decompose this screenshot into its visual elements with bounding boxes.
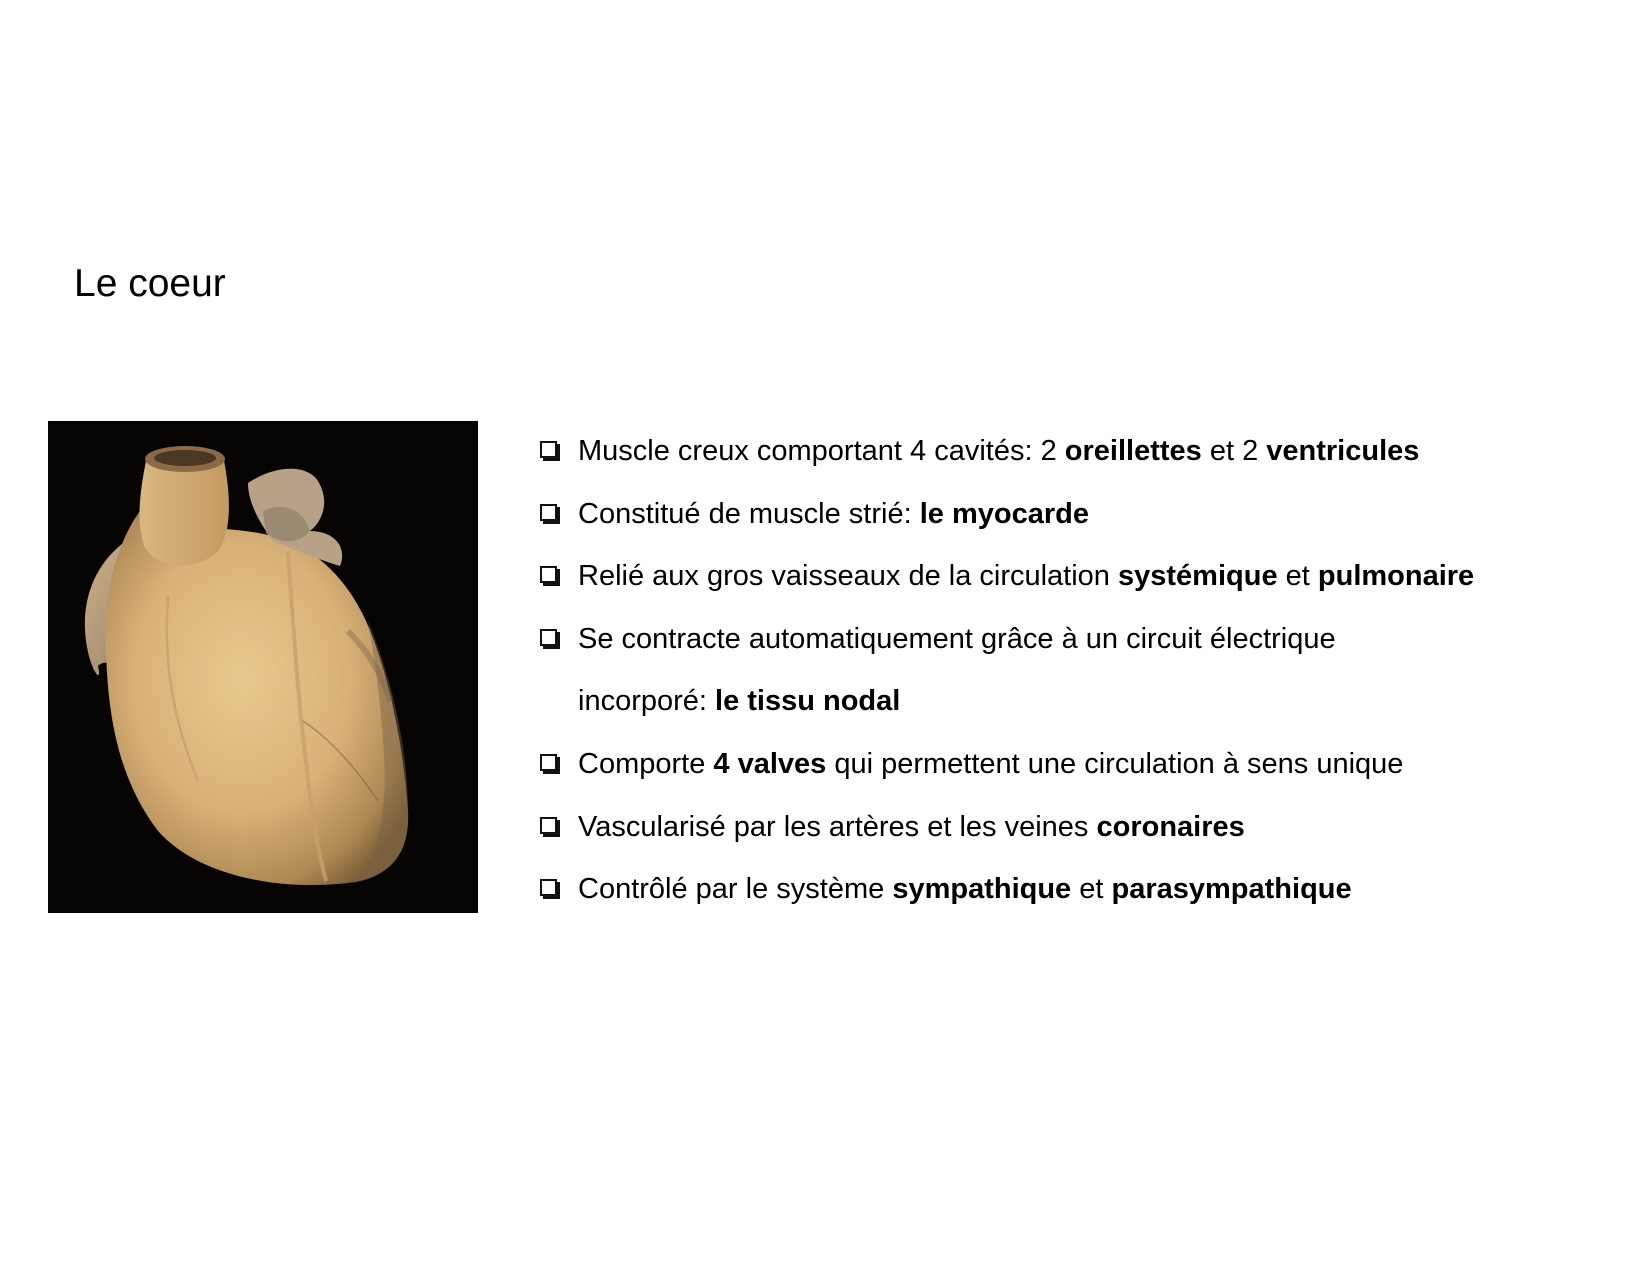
bullet-emphasis: oreillettes [1064, 435, 1202, 467]
bullet-text: qui permettent une circulation à sens unique [826, 747, 1404, 780]
bullet-text: et [1277, 560, 1318, 593]
checkbox-icon [540, 629, 557, 646]
checkbox-icon [540, 566, 557, 583]
bullet-emphasis: systémique [1118, 560, 1278, 593]
bullet-item [539, 858, 1639, 921]
bullet-emphasis: le myocarde [919, 497, 1089, 530]
heart-photo [48, 421, 478, 913]
bullet-emphasis: ventricules [1266, 435, 1420, 467]
bullet-text: incorporé: [578, 685, 716, 718]
bullet-text: et 2 [1201, 435, 1267, 467]
bullet-line [578, 858, 1639, 921]
bullet-text: et [1071, 873, 1112, 906]
checkbox-icon [540, 879, 557, 896]
bullet-emphasis: 4 valves [713, 747, 827, 780]
bullet-line [578, 545, 1639, 608]
checkbox-icon [540, 441, 557, 458]
bullet-line [578, 670, 1639, 733]
bullet-item [539, 483, 1639, 546]
bullet-line [578, 733, 1639, 796]
bullet-emphasis: pulmonaire [1317, 560, 1475, 593]
bullet-text: Constitué de muscle strié: [578, 497, 920, 530]
bullet-emphasis: le tissu nodal [715, 685, 901, 718]
bullet-text: Vascularisé par les artères et les veines [578, 810, 1097, 843]
heart-illustration [48, 421, 478, 913]
bullet-item [539, 796, 1639, 859]
bullet-emphasis: parasympathique [1111, 873, 1352, 906]
checkbox-icon [540, 817, 557, 834]
bullet-line [578, 420, 1639, 483]
bullet-text: Contrôlé par le système [578, 873, 893, 906]
bullet-item [539, 608, 1639, 733]
bullet-text: Relié aux gros vaisseaux de la circulation [578, 560, 1118, 593]
checkbox-icon [540, 504, 557, 521]
checkbox-icon [540, 754, 557, 771]
bullet-emphasis: sympathique [892, 873, 1072, 906]
bullet-item [539, 545, 1639, 608]
bullet-line [578, 796, 1639, 859]
bullet-emphasis: coronaires [1096, 810, 1245, 843]
bullet-list [539, 420, 1639, 921]
bullet-text: Muscle creux comportant 4 cavités: 2 [578, 435, 1065, 467]
bullet-line [578, 608, 1639, 671]
slide-title: Le coeur [74, 262, 226, 305]
bullet-line [578, 483, 1639, 546]
bullet-item [539, 733, 1639, 796]
bullet-text: Comporte [578, 747, 714, 780]
bullet-item [539, 420, 1639, 483]
bullet-text: Se contracte automatiquement grâce à un circuit électrique [578, 622, 1336, 655]
